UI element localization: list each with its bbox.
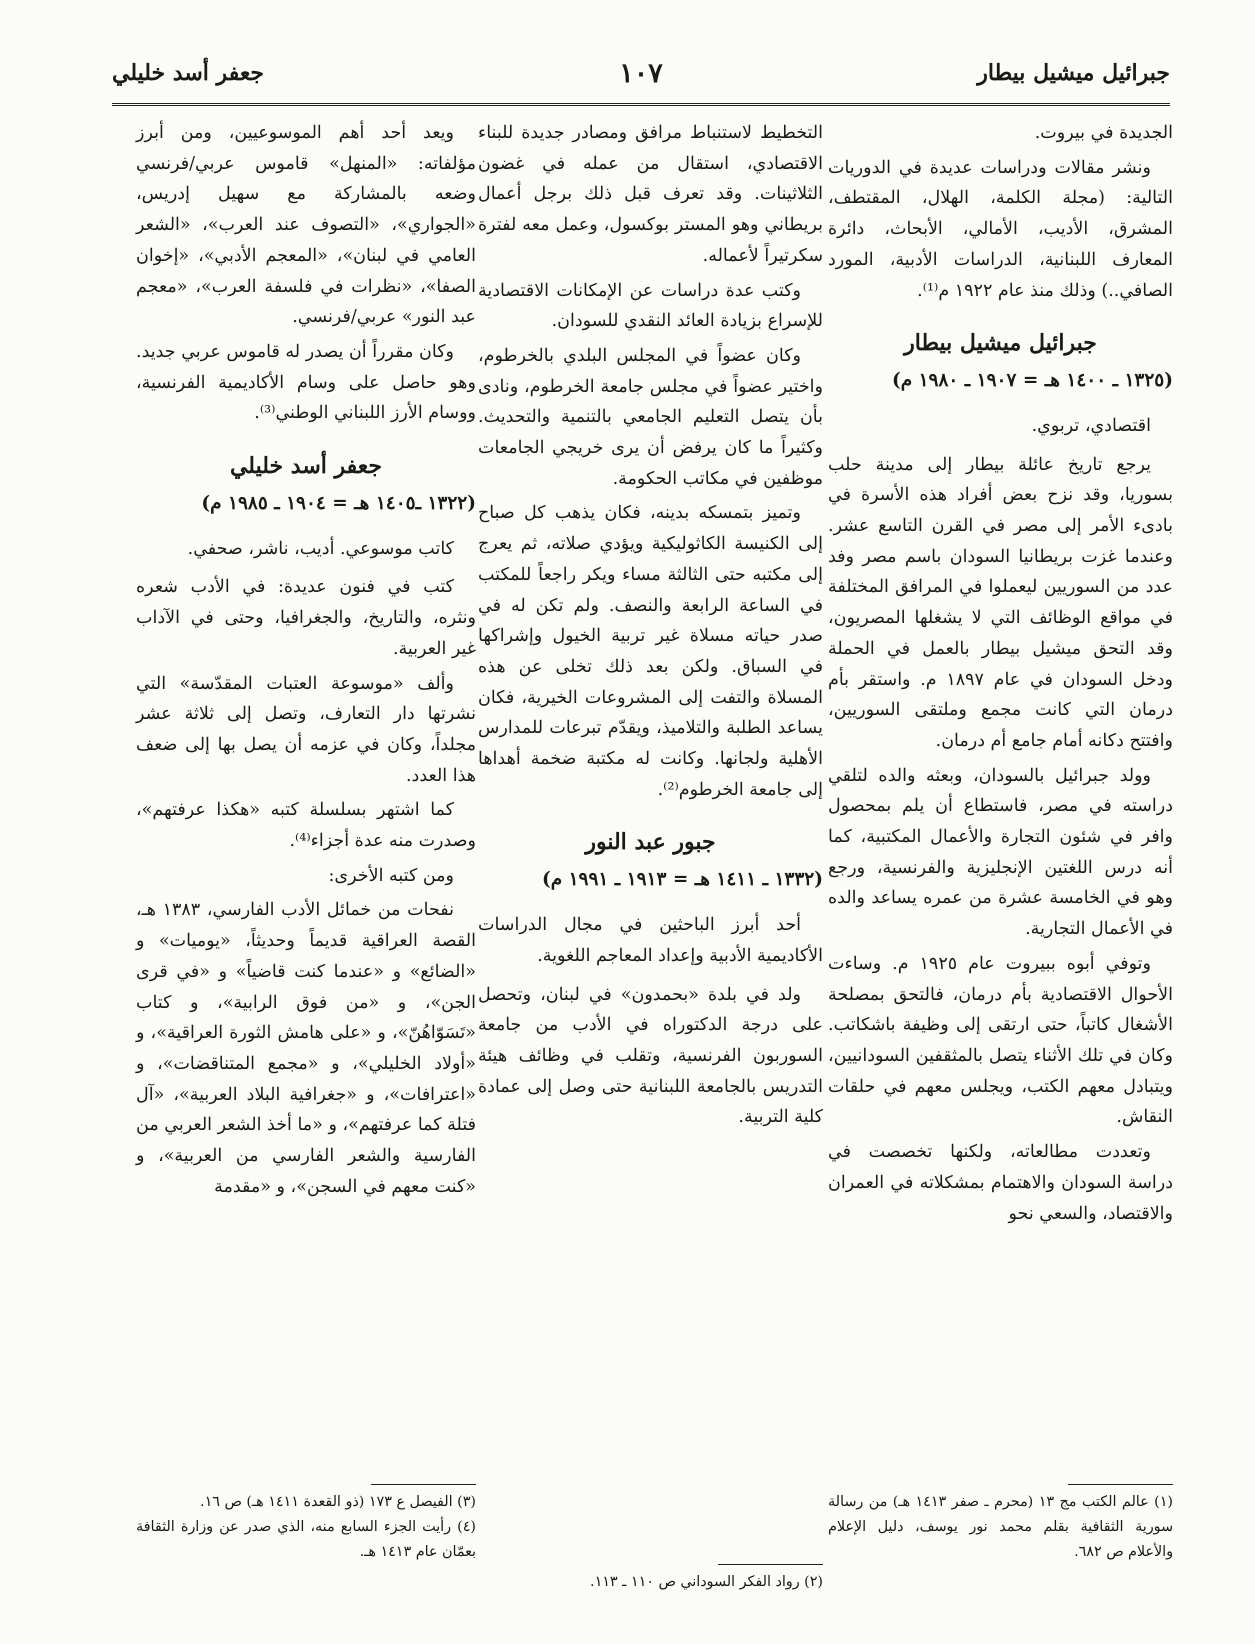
paragraph: الجديدة في بيروت. <box>1034 123 1173 143</box>
footnote: (١) عالم الكتب مج ١٣ (محرم ـ صفر ١٤١٣ هـ) من رسالة سورية الثقافية بقلم محمد نور يوسف، دليل الإعلام والأعلام ص ٦٨٢. <box>828 1494 1173 1560</box>
entry-title: جعفر أسد خليلي <box>229 453 383 480</box>
paragraph: وكان عضواً في المجلس البلدي بالخرطوم، واختير عضواً في مجلس جامعة الخرطوم، ونادى بأن يتصل التعليم الجامعي بالتنمية والتحديث. وكثيراً ما كان يرفض أن يرى خريجي الجامعات موظفين في مكاتب الحكومة. <box>478 345 823 489</box>
running-title-left: جعفر أسد خليلي <box>112 60 265 86</box>
footnote-rule <box>1068 1484 1173 1485</box>
entry-dates: (١٣٢٢ ـ١٤٠٥ هـ = ١٩٠٤ ـ ١٩٨٥ م) <box>201 493 476 515</box>
column-right <box>828 118 1173 1233</box>
paragraph: وتوفي أبوه ببيروت عام ١٩٢٥ م. وساءت الأحوال الاقتصادية بأم درمان، فالتحق بمصلحة الأشغال كاتباً، حتى ارتقى إلى وظيفة باشكاتب. وكان في تلك الأثناء يتصل بالمثقفين السودانيين، ويتبادل معهم الكتب، ويجلس معهم في حلقات النقاش. <box>828 953 1173 1128</box>
footnote: (٣) الفيصل ع ١٧٣ (ذو القعدة ١٤١١ هـ) ص ١٦. <box>200 1494 476 1510</box>
footnotes-right <box>828 1490 1173 1565</box>
entry-dates: (١٣٣٢ ـ ١٤١١ هـ = ١٩١٣ ـ ١٩٩١ م) <box>541 869 823 891</box>
entry-intro: كاتب موسوعي. أديب، ناشر، صحفي. <box>187 538 454 559</box>
paragraph: ونشر مقالات ودراسات عديدة في الدوريات التالية: (مجلة الكلمة، الهلال، المقتطف، المشرق، الأديب، الأمالي، الأبحاث، دائرة المعارف اللبنانية، الدراسات الأدبية، المورد الصافي..) وذلك منذ عام ١٩٢٢ م⁽¹⁾. <box>828 157 1173 301</box>
paragraph: كما اشتهر بسلسلة كتبه «هكذا عرفتهم»، وصدرت منه عدة أجزاء⁽⁴⁾. <box>136 800 476 852</box>
paragraph: ويعد أحد أهم الموسوعيين، ومن أبرز مؤلفاته: «المنهل» قاموس عربي/فرنسي وضعه بالمشاركة مع سهيل إدريس، «الجواري»، «التصوف عند العرب»، «الشعر العامي في لبنان»، «المعجم الأدبي»، «إخوان الصفا»، «نظرات في فلسفة العرب»، «معجم عبد النور» عربي/فرنسي. <box>136 123 476 328</box>
entry-intro: اقتصادي، تربوي. <box>1031 415 1151 436</box>
paragraph: التخطيط لاستنباط مرافق ومصادر جديدة للبناء الاقتصادي، استقال من عمله في غضون الثلاثينات. وقد تعرف قبل ذلك برجل أعمال بريطاني وهو المستر بوكسول، وعمل معه لفترة سكرتيراً لأعماله. <box>478 123 823 266</box>
paragraph: نفحات من خمائل الأدب الفارسي، ١٣٨٣ هـ، القصة العراقية قديماً وحديثاً، «يوميات» و «الضائع» و «عندما كنت قاضياً» و «في قرى الجن»، و «من فوق الرابية»، و كتاب «تَسَوّاهُنّ»، و «على هامش الثورة العراقية»، و «أولاد الخليلي»، و «مجمع المتناقضات»، و «اعترافات»، و «جغرافية البلاد العربية»، «آل فتلة كما عرفتهم»، و «ما أخذ الشعر العربي من الفارسية والشعر الفارسي من العربية»، و «كنت معهم في السجن»، و «مقدمة <box>136 900 476 1197</box>
footnote-rule <box>371 1484 476 1485</box>
paragraph: وألف «موسوعة العتبات المقدّسة» التي نشرتها دار التعارف، وتصل إلى ثلاثة عشر مجلداً، وكان في عزمه أن يصل بها إلى ضعف هذا العدد. <box>136 673 476 786</box>
paragraph: ولد في بلدة «بحمدون» في لبنان، وتحصل على درجة الدكتوراه في الأدب من جامعة السوربون الفرنسية، وتقلب في وظائف هيئة التدريس بالجامعة اللبنانية حتى وصل إلى عمادة كلية التربية. <box>478 984 823 1128</box>
column-middle <box>478 118 823 1137</box>
paragraph: وولد جبرائيل بالسودان، وبعثه والده لتلقي دراسته في مصر، فاستطاع أن يلم بمحصول وافر في شئون التجارة والأعمال المكتبية، كما أنه درس اللغتين الإنجليزية والفرنسية، ورجع وهو في الخامسة عشرة من عمره يساعد والده في الأعمال التجارية. <box>828 765 1173 940</box>
paragraph: ومن كتبه الأخرى: <box>328 865 454 886</box>
page-header <box>112 60 1170 100</box>
footnotes-left <box>136 1490 476 1565</box>
column-left <box>136 118 476 1207</box>
paragraph: وكان مقرراً أن يصدر له قاموس عربي جديد. وهو حاصل على وسام الأكاديمية الفرنسية، ووسام الأرز اللبناني الوطني⁽³⁾. <box>136 341 476 424</box>
footnote: (٢) رواد الفكر السوداني ص ١١٠ ـ ١١٣. <box>590 1574 823 1590</box>
header-rule <box>112 103 1170 106</box>
entry-title: جبور عبد النور <box>585 829 716 856</box>
paragraph: يرجع تاريخ عائلة بيطار إلى مدينة حلب بسوريا، وقد نزح بعض أفراد هذه الأسرة في بادىء الأمر إلى مصر في القرن التاسع عشر. وعندما غزت بريطانيا السودان باسم مصر وفد عدد من السوريين ليعملوا في المرافق المختلفة في مواقع الوظائف التي لا يشغلها المصريون، وقد التحق ميشيل بيطار بالعمل في الحملة ودخل السودان في عام ١٨٩٧ م. واستقر بأم درمان التي كانت مجمع وملتقى السوريين، وافتتح دكانه أمام جامع أم درمان. <box>828 454 1173 751</box>
footnote: (٤) رأيت الجزء السابع منه، الذي صدر عن وزارة الثقافة بعمّان عام ١٤١٣ هـ. <box>136 1519 476 1560</box>
paragraph: وكتب عدة دراسات عن الإمكانات الاقتصادية للإسراع بزيادة العائد النقدي للسودان. <box>478 280 823 332</box>
footnotes-middle <box>478 1570 823 1595</box>
page-number: ١٠٧ <box>619 58 663 89</box>
paragraph: وتعددت مطالعاته، ولكنها تخصصت في دراسة السودان والاهتمام بمشكلاته في العمران والاقتصاد، والسعي نحو <box>828 1142 1173 1224</box>
entry-title: جبرائيل ميشيل بيطار <box>904 330 1097 357</box>
entry-dates: (١٣٢٥ ـ ١٤٠٠ هـ = ١٩٠٧ ـ ١٩٨٠ م) <box>891 370 1173 392</box>
paragraph: وتميز بتمسكه بدينه، فكان يذهب كل صباح إلى الكنيسة الكاثوليكية ويؤدي صلاته، ثم يعرج إلى مكتبه حتى الثالثة مساء ويكر راجعاً للمكتب في الساعة الرابعة والنصف. ولم تكن له في صدر حياته مسلاة غير تربية الخيول وإشراكها في السباق. ولكن بعد ذلك تخلى عن هذه المسلاة والتفت إلى المشروعات الخيرية، فكان يساعد الطلبة والتلاميذ، ويقدّم تبرعات للمدارس الأهلية ولجانها. وكانت له مكتبة ضخمة أهداها إلى جامعة الخرطوم⁽²⁾. <box>478 503 823 800</box>
paragraph: كتب في فنون عديدة: في الأدب شعره ونثره، والتاريخ، والجغرافيا، وحتى في الآداب غير العربية. <box>136 577 476 659</box>
footnote-rule <box>718 1564 823 1565</box>
entry-intro: أحد أبرز الباحثين في مجال الدراسات الأكاديمية الأدبية وإعداد المعاجم اللغوية. <box>478 915 823 966</box>
running-title-right: جبرائيل ميشيل بيطار <box>977 60 1170 86</box>
